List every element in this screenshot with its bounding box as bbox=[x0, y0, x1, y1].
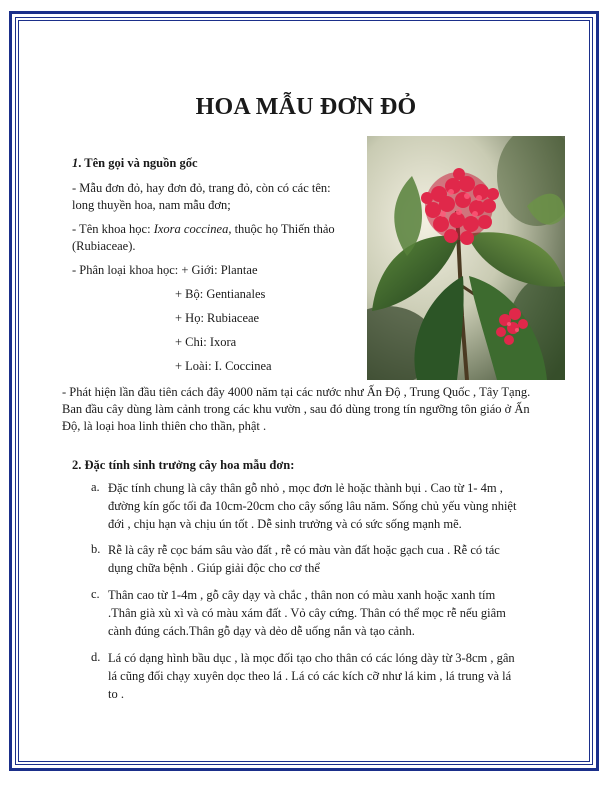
section-1-heading-text: . Tên gọi và nguồn gốc bbox=[78, 156, 198, 170]
scientific-name-line-2: (Rubiaceae). bbox=[72, 239, 136, 253]
discovery-line-3: Độ, là loại hoa linh thiên cho thần, phật . bbox=[62, 419, 267, 433]
list-item-a bbox=[108, 479, 544, 533]
list-line: Lá có dạng hình bầu dục , là mọc đối tạo cho thân có các lóng dày từ 3-8cm , gân bbox=[108, 651, 515, 665]
list-line: dụng chữa bệnh . Giúp giải độc cho cơ thể bbox=[108, 561, 320, 575]
list-item-c bbox=[108, 586, 544, 640]
list-item-d bbox=[108, 649, 544, 703]
scientific-name-prefix: - Tên khoa học: bbox=[72, 222, 154, 236]
list-marker: b. bbox=[91, 542, 101, 556]
list-line: .Thân già xù xì và có màu xám đất . Vỏ cây cứng. Thân có thể mọc rễ nếu giâm bbox=[108, 606, 506, 620]
taxonomy-family: + Họ: Rubiaceae bbox=[175, 311, 260, 325]
list-line: đường kín gốc tối đa 10cm-20cm cho cây sống lâu năm. Sống chủ yếu vùng nhiệt bbox=[108, 499, 517, 513]
list-line: to . bbox=[108, 687, 124, 701]
section-1-heading bbox=[72, 156, 198, 171]
taxonomy-genus: + Chi: Ixora bbox=[175, 335, 237, 349]
list-marker: d. bbox=[91, 650, 101, 664]
list-line: lá cũng đối chạy xuyên dọc theo lá . Lá có các kích cỡ như lá kim , lá trung và lá bbox=[108, 669, 512, 683]
names-line-2: long thuyền hoa, nam mẫu đơn; bbox=[72, 198, 231, 212]
taxonomy-species: + Loài: I. Coccinea bbox=[175, 359, 272, 373]
discovery-line-1: - Phát hiện lần đầu tiên cách đây 4000 năm tại các nước như Ấn Độ , Trung Quốc , Tây Tạng. bbox=[62, 385, 531, 399]
page-title: HOA MẪU ĐƠN ĐỎ bbox=[195, 94, 417, 120]
names-line-1: - Mẫu đơn đỏ, hay đơn đỏ, trang đỏ, còn có các tên: bbox=[72, 181, 331, 195]
section-2-heading: 2. Đặc tính sinh trưởng cây hoa mẫu đơn: bbox=[72, 458, 295, 472]
list-line: Thân cao từ 1-4m , gỗ cây dạy và chắc , thân non có màu xanh hoặc xanh tím bbox=[108, 588, 496, 602]
list-line: cành đúng cách.Thân gỗ dạy và dẻo dễ uống nắn và tạo cảnh. bbox=[108, 624, 415, 638]
section-1-number: 1 bbox=[72, 156, 79, 170]
taxonomy-order: + Bộ: Gentianales bbox=[175, 287, 266, 301]
scientific-name: Ixora coccinea bbox=[153, 222, 229, 236]
list-item-b bbox=[108, 541, 544, 577]
discovery-line-2: Ban đầu cây dùng làm cảnh trong các khu vườn , sau đó dùng trong tín ngưỡng tôn giáo ở Ấn bbox=[62, 402, 530, 416]
list-marker: a. bbox=[91, 480, 100, 494]
list-marker: c. bbox=[91, 587, 100, 601]
list-line: Đặc tính chung là cây thân gỗ nhỏ , mọc đơn lẻ hoặc thành bụi . Cao từ 1- 4m , bbox=[108, 481, 503, 495]
list-line: Rễ là cây rễ cọc bám sâu vào đất , rễ có màu vàn đất hoặc gạch cua . Rễ có tác bbox=[108, 543, 500, 557]
scientific-name-suffix: , thuộc họ Thiến thảo bbox=[228, 222, 335, 236]
list-line: đới , chịu hạn và chịu ún tốt . Dễ sinh trưởng và có sức sống mạnh mẽ. bbox=[108, 517, 462, 531]
scientific-name-line-1 bbox=[72, 221, 335, 238]
flower-photo bbox=[367, 136, 565, 380]
taxonomy-kingdom: - Phân loại khoa học: + Giới: Plantae bbox=[72, 263, 258, 277]
